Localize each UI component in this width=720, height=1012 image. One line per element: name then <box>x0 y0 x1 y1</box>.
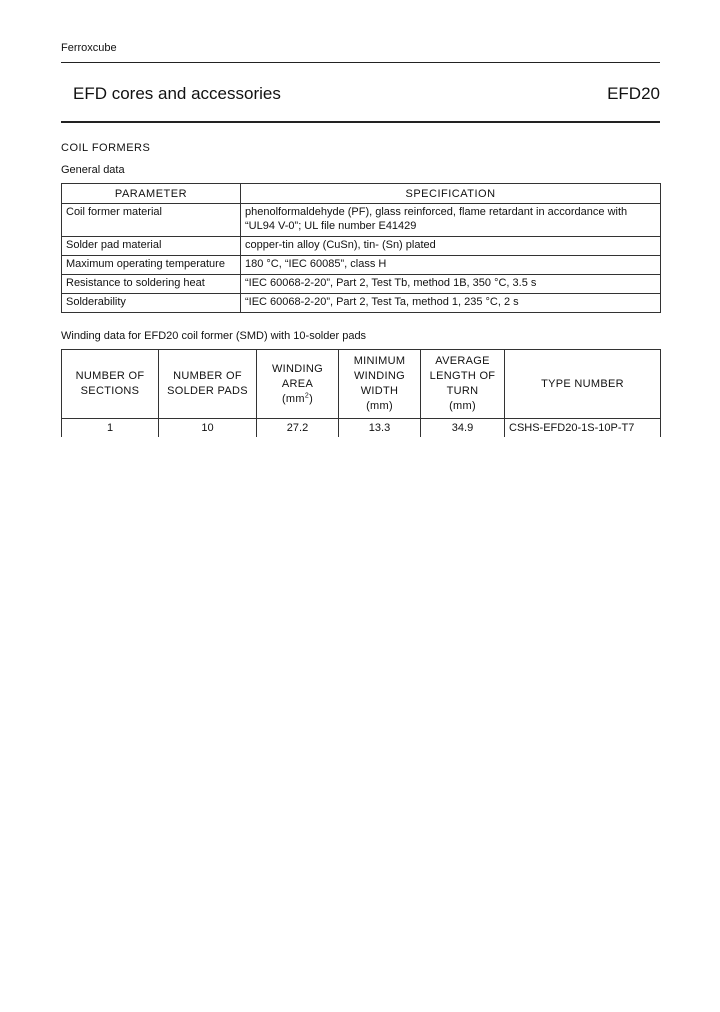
general-data-table <box>61 183 661 313</box>
winding-data-table <box>61 349 661 437</box>
header-rule <box>61 62 660 63</box>
spec-cell: 180 °C, “IEC 60085”, class H <box>241 256 661 275</box>
header-winding-area <box>257 350 339 419</box>
document-title: EFD cores and accessories <box>73 84 281 103</box>
unit-text: (mm <box>281 392 305 405</box>
header-specification: SPECIFICATION <box>241 184 661 204</box>
solder-pads-cell: 10 <box>159 419 257 438</box>
table-row <box>62 237 661 256</box>
header-line: SOLDER PADS <box>167 385 248 397</box>
param-cell: Resistance to soldering heat <box>62 275 241 294</box>
spec-cell: “IEC 60068-2-20”, Part 2, Test Tb, method 1B, 350 °C, 3.5 s <box>241 275 661 294</box>
table-row <box>62 419 661 438</box>
spec-line: “UL94 V-0”; UL file number E41429 <box>245 220 417 232</box>
unit-text: ) <box>309 392 314 405</box>
header-line: WIDTH <box>360 385 399 397</box>
header-parameter: PARAMETER <box>62 184 241 204</box>
header-avg-length-of-turn <box>421 350 505 419</box>
header-line: AVERAGE <box>435 355 490 367</box>
header-min-winding-width <box>339 350 421 419</box>
type-number-cell: CSHS-EFD20-1S-10P-T7 <box>505 419 661 438</box>
param-cell: Solder pad material <box>62 237 241 256</box>
winding-area-cell: 27.2 <box>257 419 339 438</box>
param-cell: Coil former material <box>62 204 241 237</box>
spec-cell <box>241 204 661 237</box>
header-line: NUMBER OF <box>75 370 145 382</box>
unit-superscript: 2 <box>304 391 310 399</box>
table-header-row <box>62 350 661 419</box>
table-row <box>62 275 661 294</box>
param-cell: Maximum operating temperature <box>62 256 241 275</box>
header-line: SECTIONS <box>80 385 140 397</box>
spec-cell: copper-tin alloy (CuSn), tin- (Sn) plated <box>241 237 661 256</box>
header-line: (mm) <box>449 400 476 412</box>
table-row <box>62 294 661 313</box>
winding-width-cell: 13.3 <box>339 419 421 438</box>
section-title: COIL FORMERS <box>61 142 151 154</box>
winding-caption: Winding data for EFD20 coil former (SMD) with 10-solder pads <box>61 330 367 342</box>
header-type-number: TYPE NUMBER <box>505 350 661 419</box>
header-line: WINDING <box>354 370 405 382</box>
header-solder-pads <box>159 350 257 419</box>
subsection-title: General data <box>61 164 125 176</box>
header-line: LENGTH OF <box>429 370 496 382</box>
header-line: (mm) <box>366 400 393 412</box>
header-sections <box>62 350 159 419</box>
header-line: TURN <box>446 385 479 397</box>
spec-line: phenolformaldehyde (PF), glass reinforced, flame retardant in accordance with <box>245 206 628 218</box>
part-number: EFD20 <box>607 84 660 103</box>
header-line: NUMBER OF <box>173 370 242 382</box>
company-name: Ferroxcube <box>61 42 117 54</box>
table-row <box>62 256 661 275</box>
header-line: AREA <box>281 377 314 390</box>
title-rule <box>61 121 660 123</box>
header-line <box>261 392 334 407</box>
header-line: MINIMUM <box>353 355 406 367</box>
table-row <box>62 204 661 237</box>
spec-cell: “IEC 60068-2-20”, Part 2, Test Ta, method 1, 235 °C, 2 s <box>241 294 661 313</box>
header-line: WINDING <box>272 362 323 375</box>
param-cell: Solderability <box>62 294 241 313</box>
table-header-row <box>62 184 661 204</box>
length-of-turn-cell: 34.9 <box>421 419 505 438</box>
sections-cell: 1 <box>62 419 159 438</box>
